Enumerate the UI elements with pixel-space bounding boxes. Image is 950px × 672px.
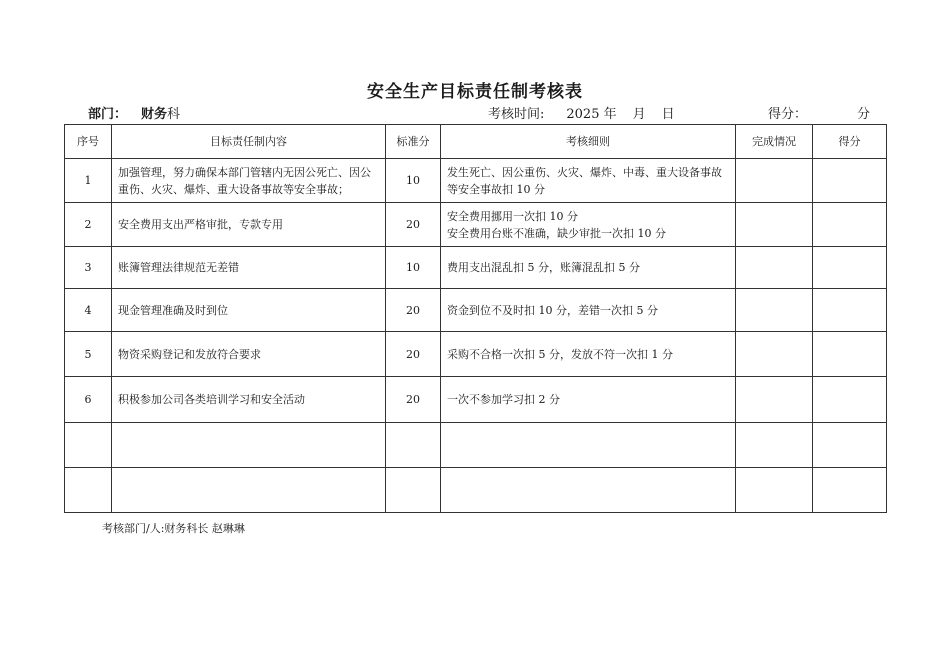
cell-seq bbox=[65, 423, 112, 468]
header-content: 目标责任制内容 bbox=[112, 125, 386, 159]
cell-score bbox=[813, 423, 887, 468]
cell-score bbox=[813, 159, 887, 203]
cell-content: 现金管理准确及时到位 bbox=[112, 289, 386, 332]
cell-content bbox=[112, 423, 386, 468]
cell-rules bbox=[441, 423, 736, 468]
table-row bbox=[65, 332, 887, 377]
assessment-table bbox=[64, 124, 887, 513]
cell-standard bbox=[386, 468, 441, 513]
cell-completion bbox=[736, 203, 813, 247]
department-value-suffix: 科 bbox=[167, 107, 181, 122]
cell-standard: 10 bbox=[386, 247, 441, 289]
table-row bbox=[65, 377, 887, 423]
cell-score bbox=[813, 289, 887, 332]
rule-line: 安全费用台账不准确，缺少审批一次扣 10 分 bbox=[447, 226, 666, 240]
table-row bbox=[65, 247, 887, 289]
cell-score bbox=[813, 247, 887, 289]
rule-line: 资金到位不及时扣 10 分，差错一次扣 5 分 bbox=[447, 303, 658, 317]
table-header-row bbox=[65, 125, 887, 159]
header-rules: 考核细则 bbox=[441, 125, 736, 159]
cell-score bbox=[813, 332, 887, 377]
cell-completion bbox=[736, 332, 813, 377]
cell-content: 积极参加公司各类培训学习和安全活动 bbox=[112, 377, 386, 423]
header-score: 得分 bbox=[813, 125, 887, 159]
cell-completion bbox=[736, 159, 813, 203]
table-row bbox=[65, 203, 887, 247]
cell-seq: 6 bbox=[65, 377, 112, 423]
rule-line: 一次不参加学习扣 2 分 bbox=[447, 393, 560, 406]
table-row bbox=[65, 289, 887, 332]
cell-seq bbox=[65, 468, 112, 513]
cell-completion bbox=[736, 289, 813, 332]
cell-score bbox=[813, 377, 887, 423]
department-value: 财务 bbox=[141, 107, 168, 122]
cell-standard: 20 bbox=[386, 377, 441, 423]
cell-score bbox=[813, 468, 887, 513]
cell-standard: 20 bbox=[386, 289, 441, 332]
assessment-day-label: 日 bbox=[661, 107, 675, 122]
cell-content: 物资采购登记和发放符合要求 bbox=[112, 332, 386, 377]
cell-rules bbox=[441, 332, 736, 377]
score-unit: 分 bbox=[857, 107, 871, 122]
cell-standard bbox=[386, 423, 441, 468]
cell-seq: 4 bbox=[65, 289, 112, 332]
assessment-month-label: 月 bbox=[632, 107, 646, 122]
cell-seq: 5 bbox=[65, 332, 112, 377]
cell-rules bbox=[441, 377, 736, 423]
document-title: 安全生产目标责任制考核表 bbox=[367, 82, 583, 102]
cell-rules bbox=[441, 247, 736, 289]
department-line bbox=[88, 107, 180, 123]
table-row bbox=[65, 159, 887, 203]
cell-seq: 3 bbox=[65, 247, 112, 289]
header-completion: 完成情况 bbox=[736, 125, 813, 159]
cell-seq: 2 bbox=[65, 203, 112, 247]
cell-completion bbox=[736, 423, 813, 468]
cell-standard: 20 bbox=[386, 203, 441, 247]
cell-rules bbox=[441, 289, 736, 332]
department-label: 部门： bbox=[88, 107, 128, 122]
rule-line: 发生死亡、因公重伤、火灾、爆炸、中毒、重大设备事故等安全事故扣 10 分 bbox=[447, 165, 722, 196]
header-seq: 序号 bbox=[65, 125, 112, 159]
table-body bbox=[65, 159, 887, 513]
score-line bbox=[768, 107, 870, 123]
cell-content: 加强管理，努力确保本部门管辖内无因公死亡、因公重伤、火灾、爆炸、重大设备事故等安全事故； bbox=[112, 159, 386, 203]
cell-rules bbox=[441, 203, 736, 247]
rule-line: 采购不合格一次扣 5 分，发放不符一次扣 1 分 bbox=[447, 347, 673, 361]
table-row bbox=[65, 468, 887, 513]
assessment-year: 2025 年 bbox=[566, 107, 617, 122]
rule-line: 安全费用挪用一次扣 10 分 bbox=[447, 209, 578, 223]
cell-content: 安全费用支出严格审批，专款专用 bbox=[112, 203, 386, 247]
header-standard: 标准分 bbox=[386, 125, 441, 159]
cell-rules bbox=[441, 468, 736, 513]
cell-content: 账簿管理法律规范无差错 bbox=[112, 247, 386, 289]
cell-standard: 20 bbox=[386, 332, 441, 377]
assessment-time-label: 考核时间: bbox=[488, 107, 545, 122]
score-label: 得分： bbox=[768, 107, 808, 122]
cell-score bbox=[813, 203, 887, 247]
rule-line: 费用支出混乱扣 5 分，账簿混乱扣 5 分 bbox=[447, 261, 640, 274]
footer-assessor: 考核部门/人:财务科长 赵琳琳 bbox=[102, 522, 245, 535]
cell-completion bbox=[736, 468, 813, 513]
table-row bbox=[65, 423, 887, 468]
cell-standard: 10 bbox=[386, 159, 441, 203]
cell-completion bbox=[736, 247, 813, 289]
cell-rules bbox=[441, 159, 736, 203]
cell-content bbox=[112, 468, 386, 513]
cell-seq: 1 bbox=[65, 159, 112, 203]
assessment-time-line bbox=[488, 107, 675, 123]
cell-completion bbox=[736, 377, 813, 423]
